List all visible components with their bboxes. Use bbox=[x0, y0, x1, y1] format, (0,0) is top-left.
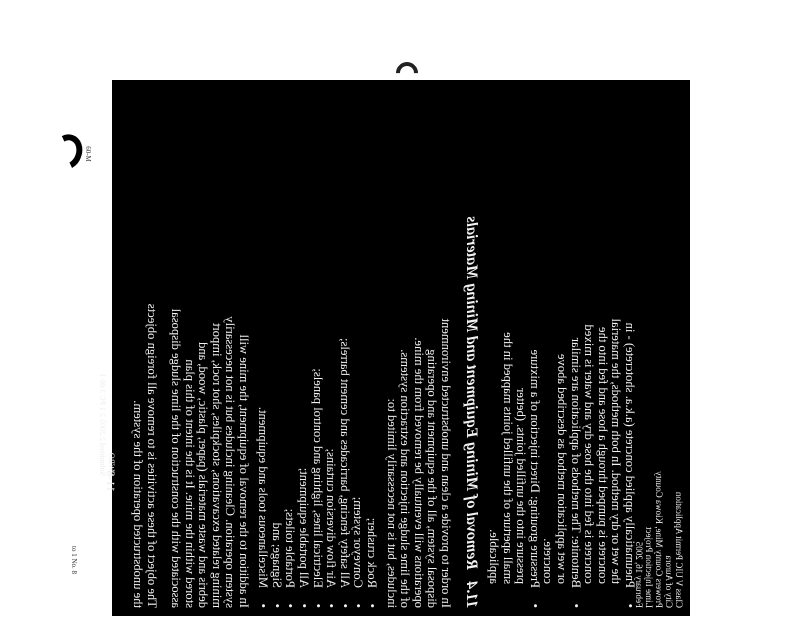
paragraph-line: In addition to the removal of equipment, the mine will bbox=[237, 334, 251, 608]
paragraph-line: the unobstructed operation of the system. bbox=[131, 400, 146, 608]
bullet-line: • Bentonite: The methods of application are similar bbox=[568, 319, 582, 608]
paragraph-intro bbox=[384, 318, 452, 608]
bullet-line: concrete. bbox=[541, 538, 556, 584]
paragraph-objective bbox=[131, 304, 158, 608]
footer-line: Submitted 2 2005 2 1 PC 3 00 1 bbox=[98, 373, 107, 476]
paragraph-line: stored within the mine. It is the intent of this plan bbox=[182, 359, 197, 608]
bullet-line: the wet or dry method. In both methods, the material bbox=[609, 318, 624, 584]
list-item: • Conveyor system; bbox=[351, 338, 365, 608]
header-line: Prowers County Mine, Kiowa County bbox=[654, 471, 664, 608]
section-title: Removal of Mining Equipment and Mining Materials bbox=[463, 216, 480, 570]
header-line: Class V UIC Permit Application bbox=[674, 491, 684, 608]
paragraph-cleaning bbox=[168, 309, 250, 608]
list-item: • Miscellaneous tools and equipment. bbox=[256, 338, 270, 608]
paragraph-line: system operation. Cleaning includes but is not necessarily bbox=[223, 316, 238, 608]
paragraph-line: operations will eventually be removed from the mine. bbox=[411, 337, 426, 608]
paragraph-line: associated with the construction of the lime sludge disposal bbox=[169, 308, 184, 608]
list-item: • Electrical lines, lighting and control panels; bbox=[310, 338, 324, 608]
paragraph-line: mining related excavations, stockpiles, shot rock, import bbox=[209, 322, 224, 608]
bullet-line: small aperture of the unfilled joints mapped in the bbox=[500, 332, 515, 584]
list-item: • Rock crusher; bbox=[364, 338, 378, 608]
bullet-line: concrete is fed into the hose dry and water is mixed bbox=[582, 324, 597, 584]
rotated-page-content bbox=[112, 80, 690, 616]
page-header bbox=[634, 471, 684, 608]
section-number: 11.4 bbox=[463, 580, 480, 608]
footer-line: SWRO bbox=[107, 452, 116, 476]
paragraph-line: of the lime sludge injection and extraction systems. bbox=[398, 349, 413, 608]
paragraph-line: debris and waste materials (paper, plastic, wood, and bbox=[196, 342, 211, 608]
list-item: • Signage; and bbox=[269, 338, 283, 608]
bullet-line: concrete is pumped through a hose and fed into the bbox=[595, 326, 610, 584]
inverted-scan-page bbox=[112, 80, 690, 616]
bullet-line: • Pressure grouting: Direct injection of a mixture bbox=[527, 319, 541, 608]
list-item: • All portable equipment; bbox=[296, 338, 310, 608]
bullet-line: or wet application method as described above bbox=[555, 353, 570, 584]
section-heading bbox=[462, 216, 480, 608]
margin-note-right: to 1 No. 8 bbox=[70, 546, 78, 574]
margin-note-left: 60-M bbox=[83, 146, 92, 162]
list-item: • Air flow diversion curtains; bbox=[324, 338, 338, 608]
paragraph-line: The object of these activities is to remove all foreign objects bbox=[145, 303, 159, 608]
bullet-line: • Pneumatically applied concrete (a.k.a. shotcrete) - in bbox=[622, 319, 636, 608]
top-bullet-block bbox=[486, 319, 636, 608]
paragraph-line: In order to provide a clean and unobstructed environment bbox=[439, 318, 453, 608]
page-number: 11-8 bbox=[104, 470, 118, 492]
header-line: Lime Injection Project bbox=[644, 527, 654, 608]
bullet-line: pressure into the unfilled joints. (better bbox=[514, 388, 529, 584]
list-item: • Portable toilets; bbox=[283, 338, 297, 608]
bullet-line: applicable. bbox=[487, 529, 502, 584]
list-item: • All safety fencing, barricades and cement barrels; bbox=[337, 338, 351, 608]
paragraph-line: disposal system, all of the equipment and operating bbox=[425, 349, 440, 608]
equipment-list bbox=[256, 338, 378, 608]
header-line: February 16, 2005 bbox=[634, 541, 644, 608]
header-line: City of Aurora bbox=[664, 555, 674, 608]
paragraph-line: includes, but is not necessarily limited to: bbox=[384, 398, 399, 608]
